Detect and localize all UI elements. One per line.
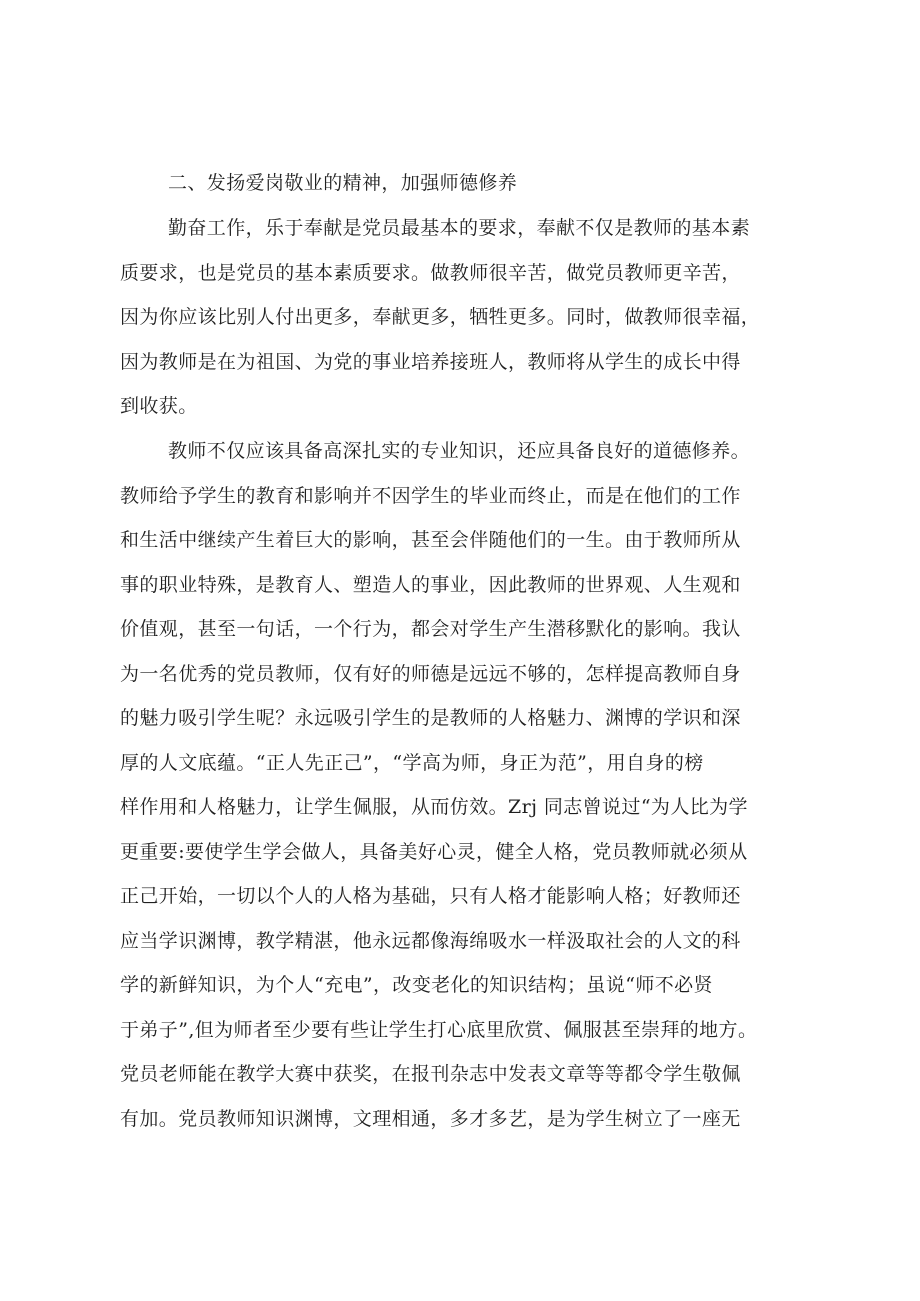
paragraph-line: 样作用和人格魅力，让学生佩服，从而仿效。Zrj 同志曾说过“为人比为学 xyxy=(120,796,748,818)
paragraph-line: 正己开始，一切以个人的人格为基础，只有人格才能影响人格；好教师还 xyxy=(120,885,741,907)
paragraph-line: 厚的人文底蕴。“正人先正己”，“学高为师，身正为范”，用自身的榜 xyxy=(120,752,704,774)
paragraph-line: 价值观，甚至一句话，一个行为，都会对学生产生潜移默化的影响。我认 xyxy=(120,618,741,640)
paragraph-line: 学的新鲜知识，为个人“充电”，改变老化的知识结构；虽说“师不必贤 xyxy=(120,974,713,996)
paragraph-line: 党员老师能在教学大赛中获奖，在报刊杂志中发表文章等等都令学生敬佩 xyxy=(120,1063,741,1085)
paragraph-line: 和生活中继续产生着巨大的影响，甚至会伴随他们的一生。由于教师所从 xyxy=(120,529,741,551)
paragraph-line: 到收获。 xyxy=(120,395,198,417)
paragraph-line: 教师不仅应该具备高深扎实的专业知识，还应具备良好的道德修养。 xyxy=(168,440,751,462)
paragraph-line: 教师给予学生的教育和影响并不因学生的毕业而终止，而是在他们的工作 xyxy=(120,485,741,507)
paragraph-line: 因为你应该比别人付出更多，奉献更多，牺牲更多。同时，做教师很幸福， xyxy=(120,306,761,328)
paragraph-line: 因为教师是在为祖国、为党的事业培养接班人，教师将从学生的成长中得 xyxy=(120,351,741,373)
paragraph-line: 应当学识渊博，教学精湛，他永远都像海绵吸水一样汲取社会的人文的科 xyxy=(120,930,741,952)
paragraph-line: 质要求，也是党员的基本素质要求。做教师很辛苦，做党员教师更辛苦， xyxy=(120,262,741,284)
paragraph-line: 的魅力吸引学生呢？永远吸引学生的是教师的人格魅力、渊博的学识和深 xyxy=(120,707,741,729)
section-heading: 二、发扬爱岗敬业的精神，加强师德修养 xyxy=(168,172,518,194)
paragraph-line: 有加。党员教师知识渊博，文理相通，多才多艺，是为学生树立了一座无 xyxy=(120,1108,741,1130)
paragraph-line: 于弟子”,但为师者至少要有些让学生打心底里欣赏、佩服甚至崇拜的地方。 xyxy=(120,1019,758,1041)
paragraph-line: 事的职业特殊，是教育人、塑造人的事业，因此教师的世界观、人生观和 xyxy=(120,574,741,596)
paragraph-line: 勤奋工作，乐于奉献是党员最基本的要求，奉献不仅是教师的基本素 xyxy=(168,217,751,239)
paragraph-line: 更重要:要使学生学会做人，具备美好心灵，健全人格，党员教师就必须从 xyxy=(120,841,748,863)
paragraph-line: 为一名优秀的党员教师，仅有好的师德是远远不够的，怎样提高教师自身 xyxy=(120,663,741,685)
